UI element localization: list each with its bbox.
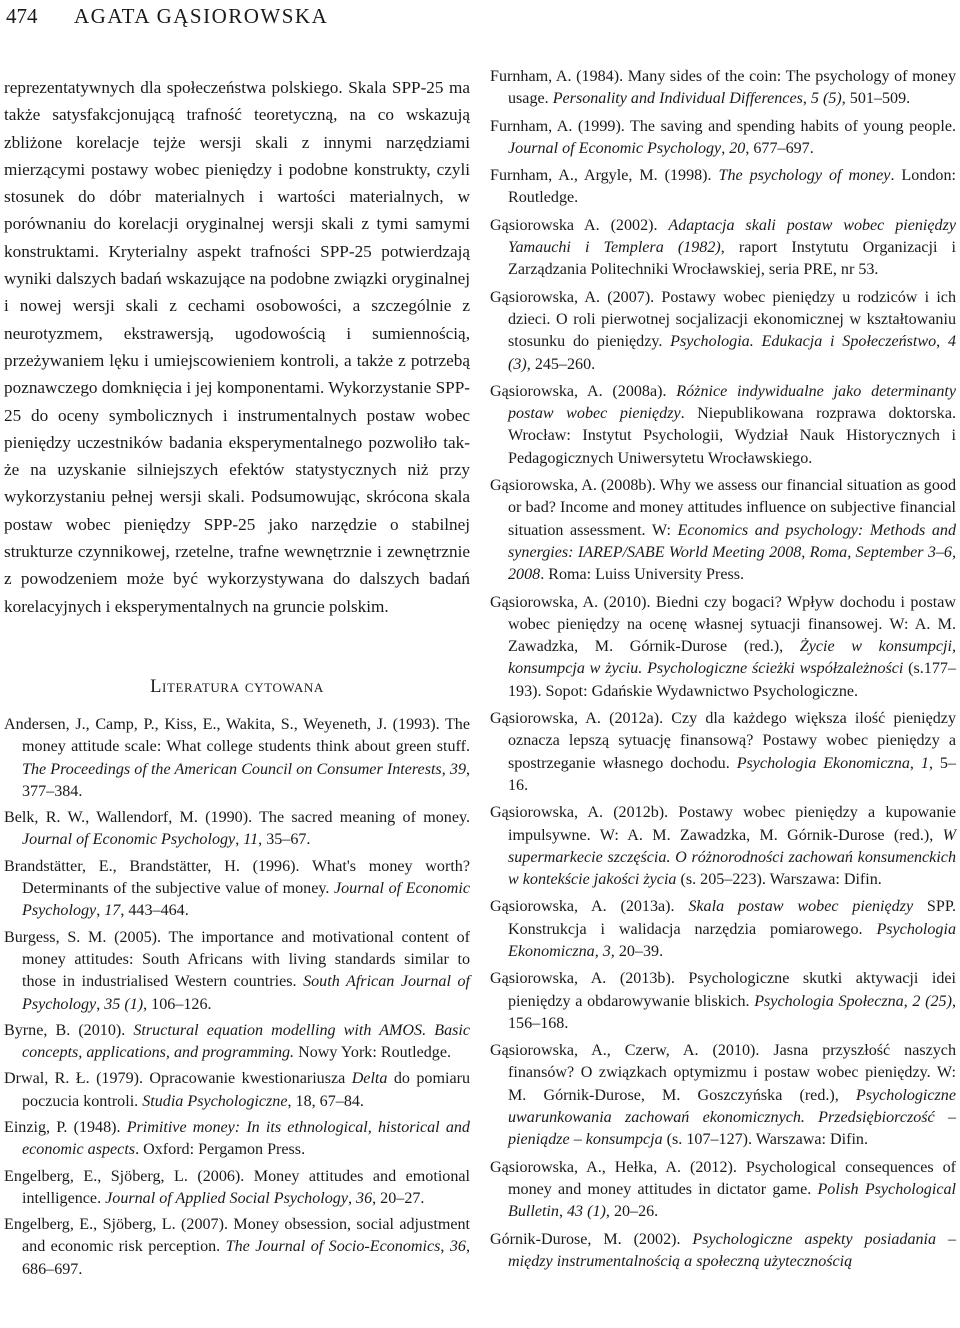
reference-em: The psychology of money <box>718 167 891 185</box>
reference-pre: Furnham, A., Argyle, M. (1998). <box>490 167 719 185</box>
reference-em: Delta <box>351 1070 388 1088</box>
reference-em: Structural equation modelling with AMOS. Basic concepts, applications, and programming. <box>22 1021 470 1062</box>
reference-pre: Gąsiorowska, A. (2008a). <box>490 382 677 400</box>
reference-pre: Engelberg, E., Sjöberg, L. (2006). Money attitudes and emotional intelligence. <box>4 1167 470 1207</box>
reference-em: Journal of Economic Psychology <box>22 880 471 920</box>
page-header <box>6 0 956 44</box>
reference-em2: 36 <box>449 1238 466 1256</box>
reference-post: , raport Instytutu Organizacji i Zarządzania Politechniki Wrocławskiej, seria PRE, nr 53. <box>508 239 957 279</box>
reference-post2: , 245–260. <box>526 355 596 373</box>
reference-em2: 2 (25) <box>912 992 952 1010</box>
reference-em2: 36 <box>356 1189 373 1207</box>
reference-post: . Niepublikowana rozprawa doktorska. Wrocław: Instytut Psychologii, Wydział Nauk Historycznych i Pedagogicznych Uniwersytetu Wrocławskiego. <box>508 405 957 467</box>
reference-em: The Journal of Socio-Economics <box>225 1238 441 1256</box>
reference-item <box>4 1214 470 1281</box>
reference-post2: , 20–27. <box>372 1189 425 1207</box>
reference-post2: , 106–126. <box>143 995 212 1013</box>
right-column <box>490 66 956 1278</box>
reference-em2: 17 <box>104 902 121 920</box>
reference-pre: Gąsiorowska, A. (2010). Biedni czy bogaci? Wpływ dochodu i postaw wobec pieniędzy na ocenę własnej sytuacji finansowej. W: A. M. Zawadzka, M. Górnik-Durose (red.), <box>490 593 956 656</box>
reference-pre: Belk, R. W., Wallendorf, M. (1990). The sacred meaning of money. <box>4 809 470 827</box>
reference-em: Psychologia Ekonomiczna <box>736 754 910 772</box>
reference-pre: Gąsiorowska, A. (2008b). Why we assess our financial situation as good or bad? Income and money attitudes influence on subjective financial situation assessment. W: <box>490 477 956 539</box>
reference-pre: Gąsiorowska, A., Czerw, A. (2010). Jasna przyszłość naszych finansów? O związkach optymizmu i postaw wobec pieniędzy. W: M. Górnik-Durose, M. Goszczyńska (red.), <box>490 1042 956 1104</box>
reference-item <box>4 807 470 852</box>
reference-post: , <box>96 995 105 1013</box>
reference-pre: Furnham, A. (1984). Many sides of the coin: The psychology of money usage. <box>490 68 956 108</box>
reference-post: , <box>440 1238 450 1256</box>
reference-list-right <box>490 66 956 1273</box>
reference-item <box>490 968 956 1035</box>
reference-item <box>490 1229 956 1274</box>
reference-item <box>4 856 470 923</box>
section-title: Literatura cytowana <box>150 676 324 697</box>
reference-post: . Roma: Luiss University Press. <box>540 566 745 584</box>
reference-em2: 11 <box>243 831 259 849</box>
reference-em: The Proceedings of the American Council on Consumer Interests <box>22 760 442 778</box>
reference-em2: 35 (1) <box>104 995 144 1013</box>
reference-item <box>490 287 956 376</box>
reference-item <box>490 215 956 282</box>
left-column <box>4 66 470 1285</box>
reference-post: , <box>235 831 244 849</box>
reference-pre: Gąsiorowska, A. (2013a). <box>490 898 689 916</box>
reference-post: (s. 205–223). Warszawa: Difin. <box>676 871 882 889</box>
reference-em: Skala postaw wobec pieniędzy <box>688 898 914 916</box>
reference-item <box>4 1117 470 1162</box>
running-head: AGATA GĄSIOROWSKA <box>74 4 329 28</box>
reference-post: SPP. Konstrukcja i walidacja narzędzia pomiarowego. <box>508 898 957 938</box>
reference-post: (s.177–193). Sopot: Gdańskie Wydawnictwo Psychologiczne. <box>508 660 956 700</box>
reference-pre: Andersen, J., Camp, P., Kiss, E., Wakita, S., Weyeneth, J. (1993). The money attitude scale: What college students think about green stuff. <box>4 715 470 756</box>
reference-pre: Gąsiorowska, A. (2007). Postawy wobec pieniędzy u rodziców i ich dzieci. O roli pierwotnej socjalizacji ekonomicznej w kształtowaniu stosunku do pieniędzy. <box>490 288 956 351</box>
reference-em: Psychologia. Edukacja i Społeczeństwo <box>670 333 937 351</box>
reference-list-left <box>4 714 470 1281</box>
reference-post2: , 35–67. <box>258 831 311 849</box>
reference-em: Różnice indywidualne jako determinanty postaw wobec pieniędzy <box>508 382 956 423</box>
reference-pre: Gąsiorowska, A. (2012a). Czy dla każdego większa ilość pieniędzy oznacza lepszą sytuację finansową? Postawy wobec pieniędzy a spostrzeganie własnego dochodu. <box>490 710 956 772</box>
reference-em: Polish Psychological Bulletin <box>508 1180 956 1221</box>
reference-item <box>490 592 956 703</box>
reference-em2: Studia Psychologiczne <box>142 1092 288 1110</box>
reference-post: , <box>909 754 921 772</box>
reference-pre: Gąsiorowska A. (2002). <box>490 216 669 234</box>
reference-em2: 1 <box>920 754 929 772</box>
reference-pre: Engelberg, E., Sjöberg, L. (2007). Money obsession, social adjustment and economic risk perception. <box>4 1216 470 1256</box>
reference-pre: Drwal, R. Ł. (1979). Opracowanie kwestionariusza <box>4 1070 352 1088</box>
reference-em: Journal of Economic Psychology <box>22 831 236 849</box>
reference-em: Adaptacja skali postaw wobec pieniędzy Yamauchi i Templera (1982) <box>508 216 956 257</box>
reference-post2: , 677–697. <box>745 139 814 157</box>
reference-item <box>490 896 956 963</box>
reference-post2: , 20–26. <box>605 1203 659 1221</box>
reference-em: Primitive money: In its ethnological, historical and economic aspects <box>22 1118 470 1159</box>
reference-post: , <box>347 1189 357 1207</box>
reference-item <box>4 1068 470 1113</box>
reference-em2: 4 (3) <box>508 333 957 373</box>
reference-post2: , 686–697. <box>22 1238 470 1278</box>
reference-post: do pomiaru poczucia kontroli. <box>22 1070 470 1110</box>
reference-post: . London: Routledge. <box>508 167 956 207</box>
reference-pre: Einzig, P. (1948). <box>4 1118 127 1136</box>
reference-post: , <box>96 902 105 920</box>
reference-pre: Brandstätter, E., Brandstätter, H. (1996). What's money worth? Determinants of the subjective value of money. <box>4 857 470 898</box>
reference-post: Nowy York: Routledge. <box>294 1044 452 1062</box>
page-number: 474 <box>6 4 38 28</box>
reference-pre: Byrne, B. (2010). <box>4 1021 134 1039</box>
reference-em2: Psychologia Ekonomiczna, 3, <box>508 920 956 960</box>
reference-post: (s. 107–127). Warszawa: Difin. <box>662 1131 869 1149</box>
reference-post2: 20–39. <box>614 942 664 960</box>
reference-em: Journal of Applied Social Psychology <box>105 1189 348 1207</box>
reference-pre: Gąsiorowska, A., Hełka, A. (2012). Psychological consequences of money and money attitudes in dictator game. <box>490 1158 956 1198</box>
reference-item <box>490 66 956 111</box>
reference-em: Economics and psychology: Methods and synergies: IAREP/SABE World Meeting 2008, Roma, September 3–6, 2008 <box>508 521 957 584</box>
reference-item <box>4 927 470 1016</box>
reference-pre: Furnham, A. (1999). The saving and spending habits of young people. <box>490 117 956 135</box>
reference-item <box>490 1040 956 1151</box>
reference-post: , <box>936 333 948 351</box>
reference-item <box>490 381 956 470</box>
reference-item <box>490 1157 956 1224</box>
reference-em: Psychologiczne aspekty posiadania – między instrumentalnością a społeczną użytecznością <box>508 1230 956 1270</box>
reference-em: W supermarkecie szczęścia. O różnorodności zachowań konsumenckich w kontekście jakości życia <box>508 826 956 889</box>
reference-post: , <box>558 1203 567 1221</box>
body-paragraph: reprezentatywnych dla społeczeństwa polskiego. Skala SPP-25 ma także satysfakcjonującą trafność teoretyczną, na co wskazują zbliżone korelacje tejże wersji skali z innymi narzędziami mierzącymi postawy wobec pieniędzy i podobne konstrukty, czyli stosunek do dóbr materialnych i wartości materialnych, w porównaniu do korelacji oryginalnej wersji skali z tymi samymi konstruktami. Kryterialny aspekt trafności SPP-25 potwierdzają wyniki dalszych badań wskazujące na podobne związki oryginalnej i nowej wersji skali z cechami osobowości, a szczególnie z neurotyzmem, ekstrawersją, ugodowością i sumiennością, przeżywaniem lęku i umiejscowieniem kontroli, a także z potrzebą poznawczego domknięcia i jej komponentami. Wykorzystanie SPP-25 do oceny symbolicznych i instrumentalnych postaw wobec pieniędzy uczestników badania eksperymentalnego pozwoliło także na uzyskanie silniejszych efektów statystycznych niż przy wykorzystaniu pełnej wersji skali. Podsumowując, skrócona skala postaw wobec pieniędzy SPP-25 jako narzędzie o stabilnej strukturze czynnikowej, rzetelne, trafne wewnętrznie i zewnętrznie z powodzeniem może być wykorzystywana do dalszych badań korelacyjnych i eksperymentalnych na gruncie polskim. <box>4 78 470 616</box>
reference-em: Personality and Individual Differences <box>552 90 803 108</box>
reference-item <box>4 1166 470 1211</box>
reference-em: Psychologiczne uwarunkowania zachowań ekonomicznych. Przedsiębiorczość – pieniądze – konsumpcja <box>508 1086 956 1149</box>
reference-post2: , 156–168. <box>508 992 956 1032</box>
reference-em2: 20 <box>729 139 746 157</box>
reference-em: South African Journal of Psychology <box>22 973 470 1013</box>
reference-post: , <box>721 139 730 157</box>
reference-post2: , 443–464. <box>120 902 189 920</box>
reference-post: , <box>903 992 913 1010</box>
reference-em2: 5 (5) <box>810 90 842 108</box>
reference-em: Psychologia Społeczna <box>754 992 904 1010</box>
reference-post: . Oxford: Pergamon Press. <box>135 1141 306 1159</box>
reference-pre: Gąsiorowska, A. (2013b). Psychologiczne skutki aktywacji idei pieniędzy a obdarowywanie bliskich. <box>490 970 956 1010</box>
reference-item <box>490 475 956 586</box>
reference-pre: Burgess, S. M. (2005). The importance and motivational content of money attitudes: South Africans with living standards similar to those in industrialised Western countries. <box>4 928 470 991</box>
reference-item <box>4 1020 470 1065</box>
reference-pre: Gąsiorowska, A. (2012b). Postawy wobec pieniędzy a kupowanie impulsywne. W: A. M. Zawadzka, M. Górnik-Durose (red.), <box>490 804 956 844</box>
reference-em: Życie w konsumpcji, konsumpcja w życiu. Psychologiczne ścieżki współzależności <box>508 638 956 678</box>
reference-em2: 39 <box>449 760 466 778</box>
reference-post2: , 18, 67–84. <box>287 1092 364 1110</box>
reference-post: , <box>441 760 450 778</box>
reference-post2: , 5–16. <box>508 754 957 794</box>
reference-item <box>490 165 956 210</box>
reference-item <box>490 802 956 891</box>
reference-post: , <box>802 90 811 108</box>
reference-item <box>490 708 956 797</box>
reference-post2: , 377–384. <box>22 760 471 800</box>
reference-em2: 43 (1) <box>567 1203 606 1221</box>
reference-post2: , 501–509. <box>841 90 911 108</box>
reference-item <box>490 116 956 161</box>
reference-pre: Górnik-Durose, M. (2002). <box>490 1230 693 1248</box>
reference-em: Journal of Economic Psychology <box>508 139 722 157</box>
reference-item <box>4 714 470 803</box>
